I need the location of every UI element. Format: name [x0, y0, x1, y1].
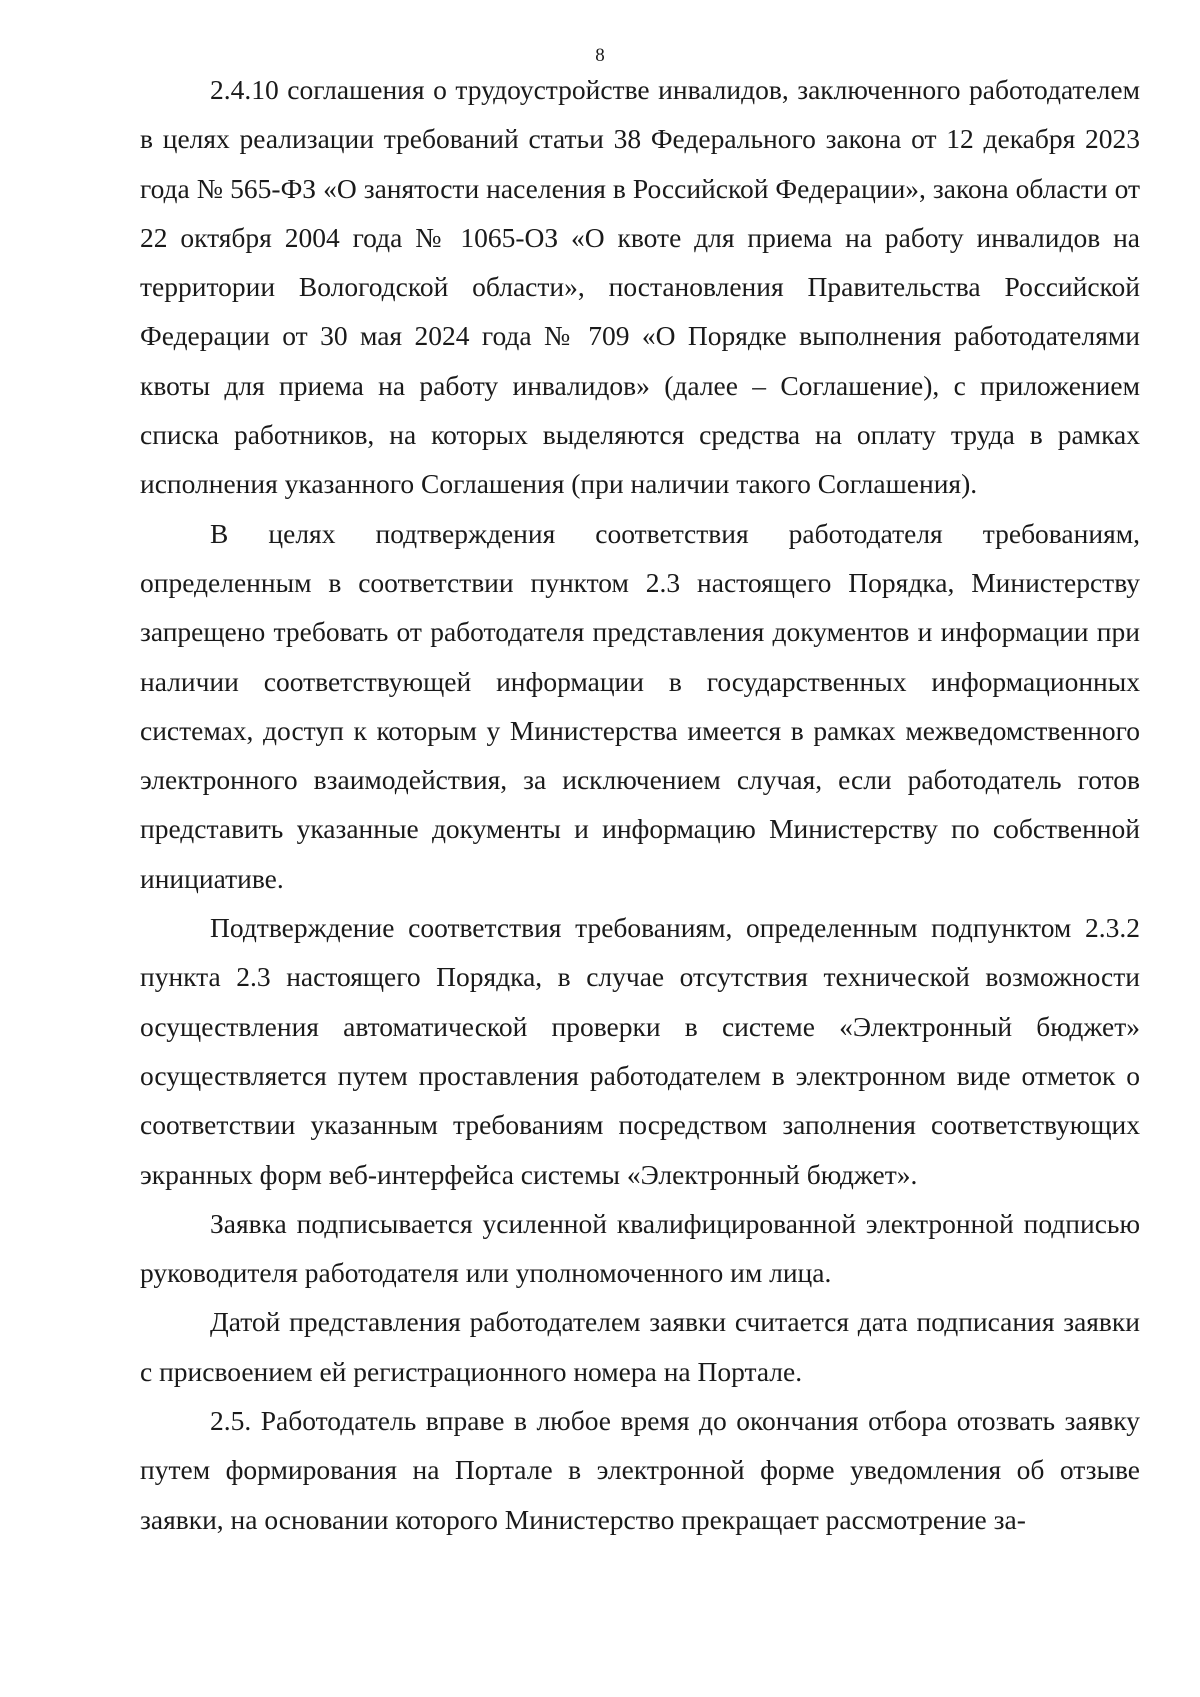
paragraph-submission-date: Датой представления работодателем заявки считается дата подписания заявки с присвоением ей регистрационного номера на Портале.: [140, 1306, 1140, 1387]
page-number: 8: [595, 45, 605, 66]
paragraph-requirements-confirmation: Подтверждение соответствия требованиям, определенным подпунктом 2.3.2 пункта 2.3 настоящего Порядка, в случае отсутствия технической возможности осуществления автоматической проверки в системе «Электронный бюджет» осуществляется путем проставления работодателем в электронном виде отметок о соответствии указанным требованиям посредством заполнения соответствующих экранных форм веб-интерфейса системы «Электронный бюджет».: [140, 912, 1140, 1190]
paragraph-compliance-confirmation: В целях подтверждения соответствия работодателя требованиям, определенным в соответствии пунктом 2.3 настоящего Порядка, Министерству запрещено требовать от работодателя представления документов и информации при наличии соответствующей информации в государственных информационных системах, доступ к которым у Министерства имеется в рамках межведомственного электронного взаимодействия, за исключением случая, если работодатель готов представить указанные документы и информацию Министерству по собственной инициативе.: [140, 517, 1140, 894]
document-body: [140, 65, 1140, 1544]
paragraph-2-5-withdrawal: 2.5. Работодатель вправе в любое время до окончания отбора отозвать заявку путем формирования на Портале в электронной форме уведомления об отзыве заявки, на основании которого Министерство прекращает рассмотрение за-: [140, 1405, 1140, 1535]
paragraph-2-4-10-agreement: 2.4.10 соглашения о трудоустройстве инвалидов, заключенного работодателем в целях реализации требований статьи 38 Федерального закона от 12 декабря 2023 года № 565-ФЗ «О занятости населения в Российской Федерации», закона области от 22 октября 2004 года № 1065-ОЗ «О квоте для приема на работу инвалидов на территории Вологодской области», постановления Правительства Российской Федерации от 30 мая 2024 года № 709 «О Порядке выполнения работодателями квоты для приема на работу инвалидов» (далее – Соглашение), с приложением списка работников, на которых выделяются средства на оплату труда в рамках исполнения указанного Соглашения (при наличии такого Соглашения).: [140, 74, 1140, 500]
paragraph-application-signature: Заявка подписывается усиленной квалифицированной электронной подписью руководителя работодателя или уполномоченного им лица.: [140, 1207, 1140, 1289]
